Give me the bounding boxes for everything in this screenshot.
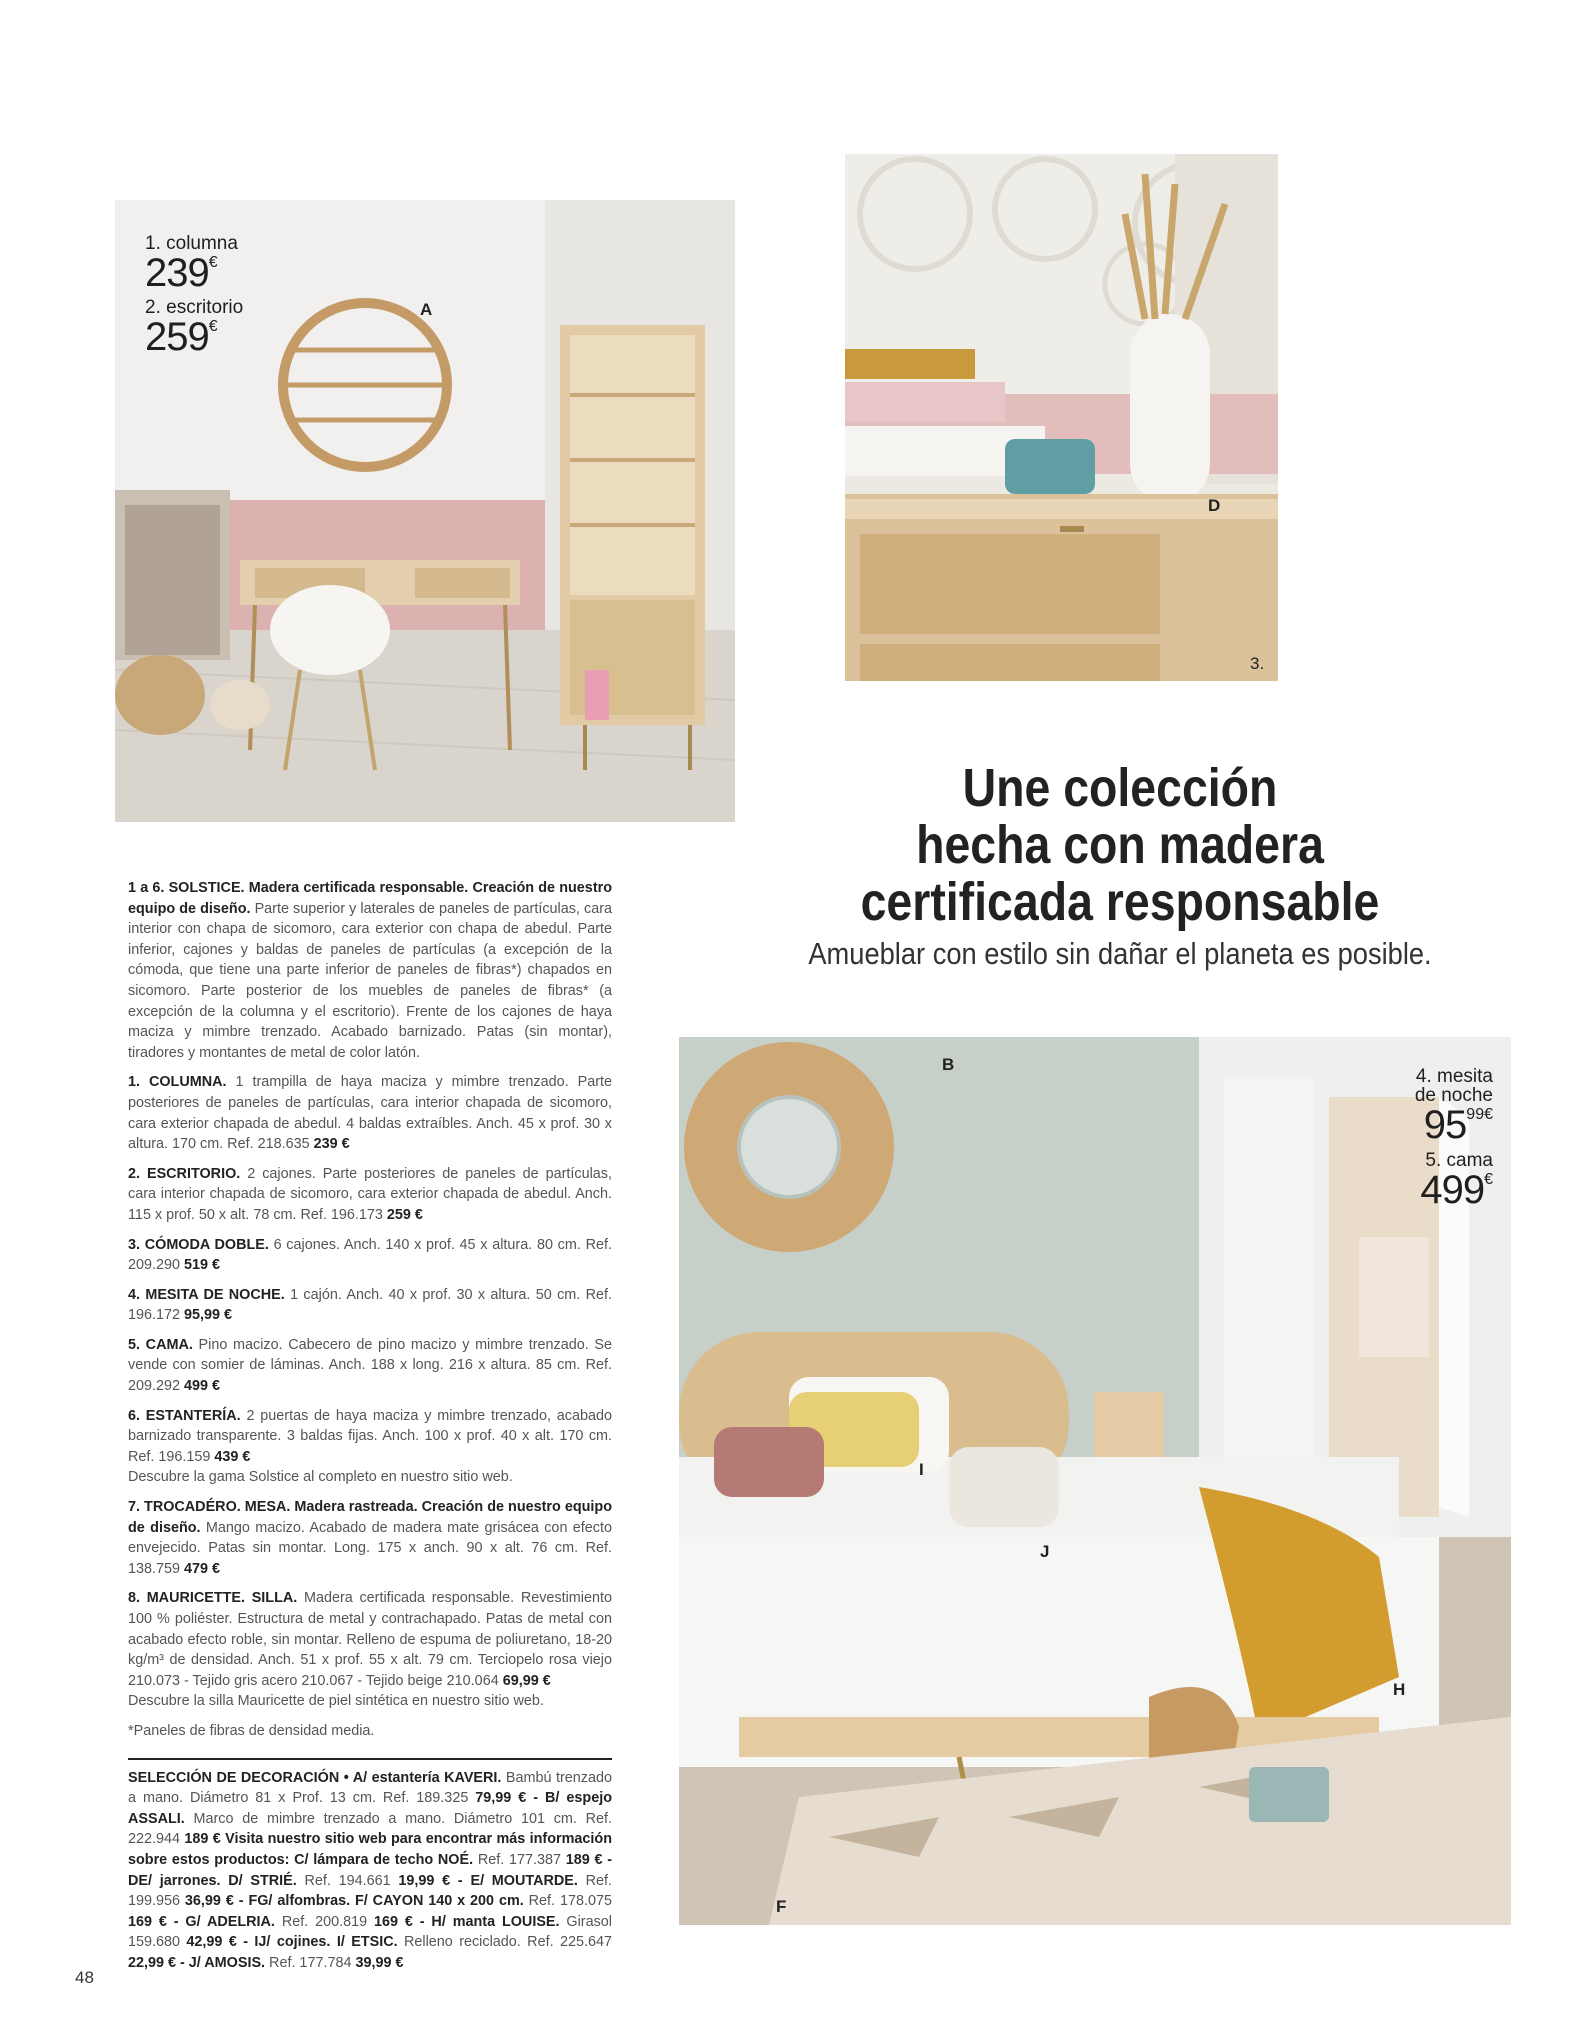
price-label: 2. escritorio — [145, 297, 244, 318]
item-4 — [128, 1285, 612, 1326]
deco-ij-text: Relleno reciclado. Ref. 225.647 — [397, 1934, 612, 1951]
item-title: 4. MESITA DE NOCHE. — [128, 1286, 285, 1303]
marker-i: I — [919, 1460, 924, 1479]
item-text: 1 trampilla de haya maciza y mimbre trenzado. Parte posteriores de paneles de partículas, cara interior chapada de sicomoro, cara exterior chapada de abedul. 4 baldas extraíbles. Anch. 45 x prof. 30 x altura. 170 cm. Ref. 218.635 — [128, 1074, 612, 1153]
item-2 — [128, 1164, 612, 1226]
photo-dresser-detail — [845, 154, 1278, 681]
marker-a: A — [420, 300, 433, 319]
deco-c-price: 189 € — [565, 1851, 603, 1868]
deco-e-text: Ref. 199.956 — [128, 1872, 613, 1910]
price-amount: 239 — [145, 251, 209, 295]
deco-ij-name: - IJ/ cojines. I/ ETSIC. — [236, 1934, 398, 1951]
price-escritorio — [145, 298, 243, 357]
deco-fg-price: 169 € — [128, 1913, 167, 1930]
price-label: 5. cama — [1425, 1150, 1493, 1171]
price-cents: 99€ — [1466, 1106, 1493, 1123]
item-title: 3. CÓMODA DOBLE. — [128, 1236, 269, 1253]
item-7 — [128, 1497, 612, 1579]
item-text: 2 puertas de haya maciza y mimbre trenzado, acabado barnizado transparente. 3 baldas fijas. Anch. 100 x prof. 40 x alt. 170 cm. Ref. 196.159 — [128, 1407, 612, 1465]
price-columna — [145, 234, 238, 293]
decoration-heading: SELECCIÓN DE DECORACIÓN • — [128, 1769, 349, 1786]
price-label-line-2: de noche — [1414, 1085, 1493, 1106]
caption-number: 3. — [1250, 654, 1265, 673]
deco-web-note: Visita nuestro sitio web para encontrar más información sobre estos productos: — [128, 1831, 612, 1868]
dresser-detail-illustration — [845, 154, 1278, 681]
item-text: Mango macizo. Acabado de madera mate grisácea con efecto envejecido. Patas sin montar. Long. 175 x anch. 90 x alt. 76 cm. Ref. 138.759 — [128, 1519, 613, 1577]
deco-b-price: 189 € — [184, 1831, 221, 1848]
marker-d: D — [1208, 496, 1221, 515]
deco-e-price: 36,99 € — [184, 1893, 234, 1910]
price-cama — [1420, 1151, 1493, 1210]
price-currency: € — [208, 254, 218, 271]
item-title: 6. ESTANTERÍA. — [128, 1407, 241, 1424]
item-title: 5. CAMA. — [128, 1336, 193, 1353]
deco-a-price: 79,99 € — [475, 1790, 527, 1807]
photo-study-corner — [115, 200, 735, 822]
deco-a-text: Bambú trenzado a mano. Diámetro 81 x Prof. 13 cm. Ref. 189.325 — [128, 1769, 612, 1807]
photo-bedroom — [679, 1037, 1511, 1925]
marker-b: B — [942, 1055, 955, 1074]
price-currency: € — [1484, 1171, 1493, 1188]
item-title: 2. ESCRITORIO. — [128, 1165, 241, 1182]
bedroom-illustration — [679, 1037, 1511, 1925]
deco-b-name: - B/ espejo ASSALI. — [128, 1790, 612, 1827]
item-price: 95,99 € — [184, 1307, 233, 1324]
item-note: Descubre la silla Mauricette de piel sintética en nuestro sitio web. — [128, 1693, 544, 1710]
price-currency: € — [208, 318, 218, 335]
deco-g-text: Ref. 200.819 — [274, 1913, 374, 1930]
deco-h-price: 42,99 € — [186, 1934, 237, 1951]
deco-e-name: - E/ MOUTARDE. — [450, 1872, 578, 1889]
item-3 — [128, 1235, 612, 1276]
deco-g-price: 169 € — [373, 1913, 413, 1930]
deco-h-text: Girasol 159.680 — [128, 1913, 612, 1951]
item-text: 2 cajones. Parte posteriores de paneles de partículas, cara interior chapada de sicomoro, cara exterior chapada de abedul. Anch. 115 x prof. 50 x alt. 78 cm. Ref. 196.173 — [128, 1165, 612, 1223]
deco-g-name: - G/ ADELRIA. — [166, 1913, 275, 1930]
deco-b-text: Marco de mimbre trenzado a mano. Diámetro 101 cm. Ref. 222.944 — [128, 1810, 612, 1848]
item-price: 69,99 € — [502, 1672, 551, 1689]
item-text: 1 cajón. Anch. 40 x prof. 30 x altura. 50 cm. Ref. 196.172 — [128, 1286, 612, 1324]
intro-text: Parte superior y laterales de paneles de partículas, cara interior con chapa de sicomoro, cara exterior con chapa de abedul. Parte inferior, cajones y baldas de paneles de partículas (a excepción de la cómoda, que tiene una parte inferior de paneles de fibras*) chapados en sicomoro. Parte posterior de los muebles de paneles de fibras* (a excepción de la columna y el escritorio). Frente de los cajones de haya maciza y mimbre trenzado. Acabado barnizado. Patas (sin montar), tiradores y montantes de metal de color latón. — [128, 900, 613, 1061]
headline-line-3: certificada responsable — [860, 872, 1380, 932]
price-label: 1. columna — [145, 233, 238, 254]
footnote: *Paneles de fibras de densidad media. — [128, 1722, 375, 1739]
item-title: 1. COLUMNA. — [128, 1074, 227, 1091]
item-price: 519 € — [184, 1257, 221, 1274]
section-divider — [128, 1758, 612, 1760]
item-5 — [128, 1335, 612, 1397]
item-6 — [128, 1406, 612, 1488]
deco-h-name: - H/ manta LOUISE. — [412, 1913, 560, 1930]
deco-j-price: 39,99 € — [355, 1954, 404, 1971]
deco-fg-text: Ref. 178.075 — [523, 1893, 612, 1910]
item-title: 7. TROCADÉRO. MESA. Madera rastreada. Creación de nuestro equipo de diseño. — [128, 1499, 612, 1536]
marker-j: J — [1040, 1542, 1050, 1561]
item-price: 239 € — [313, 1136, 350, 1153]
item-text: 6 cajones. Anch. 140 x prof. 45 x altura. 80 cm. Ref. 209.290 — [128, 1236, 612, 1274]
deco-de-text: Ref. 194.661 — [296, 1872, 399, 1889]
price-amount: 259 — [145, 315, 209, 359]
item-title: 8. MAURICETTE. SILLA. — [128, 1590, 298, 1607]
deco-j-text: Ref. 177.784 — [265, 1954, 356, 1971]
item-note: Descubre la gama Solstice al completo en nuestro sitio web. — [128, 1469, 513, 1486]
deco-ij-price: 22,99 € — [128, 1954, 177, 1971]
headline-line-2: hecha con madera — [916, 815, 1324, 875]
marker-f: F — [776, 1897, 787, 1916]
item-price: 479 € — [184, 1560, 221, 1577]
intro-paragraph — [128, 878, 612, 1063]
item-price: 499 € — [184, 1378, 221, 1395]
deco-fg-name: - FG/ alfombras. F/ CAYON 140 x 200 cm. — [233, 1893, 524, 1910]
deco-a-name: A/ estantería KAVERI. — [348, 1769, 502, 1786]
deco-de-name: - DE/ jarrones. D/ STRIÉ. — [128, 1851, 613, 1889]
price-label-line-1: 4. mesita — [1415, 1066, 1493, 1087]
item-1 — [128, 1072, 612, 1154]
headline-line-1: Une colección — [962, 758, 1278, 818]
intro-title: 1 a 6. SOLSTICE. Madera certificada responsable. Creación de nuestro equipo de diseño. — [128, 880, 612, 917]
item-price: 259 € — [386, 1206, 423, 1223]
page-number: 48 — [75, 1968, 94, 1987]
page-subtitle: Amueblar con estilo sin dañar el planeta es posible. — [808, 936, 1432, 971]
product-descriptions — [128, 878, 612, 1983]
page-headline — [810, 760, 1429, 931]
price-amount: 499 — [1420, 1168, 1485, 1212]
item-8 — [128, 1588, 612, 1712]
deco-j-name: - J/ AMOSIS. — [176, 1954, 266, 1971]
price-amount: 95 — [1423, 1103, 1467, 1147]
item-text: Pino macizo. Cabecero de pino macizo y mimbre trenzado. Se vende con somier de láminas. Anch. 188 x long. 216 x altura. 85 cm. Ref. 209.292 — [128, 1336, 613, 1395]
marker-h: H — [1393, 1680, 1406, 1699]
item-price: 439 € — [214, 1448, 251, 1465]
item-text: Madera certificada responsable. Revestimiento 100 % poliéster. Estructura de metal y contrachapado. Patas de metal con acabado efecto roble, sin montar. Relleno de espuma de poliuretano, 18-20 kg/m³ de densidad. Anch. 51 x prof. 55 x alt. 79 cm. Terciopelo rosa viejo 210.073 - Tejido gris acero 210.067 - Tejido beige 210.064 — [128, 1590, 612, 1689]
price-mesita — [1415, 1067, 1493, 1145]
decoration-paragraph — [128, 1768, 612, 1974]
deco-c-text: Ref. 177.387 — [473, 1851, 566, 1868]
deco-de-price: 19,99 € — [398, 1872, 451, 1889]
deco-c-name: C/ lámpara de techo NOÉ. — [289, 1851, 474, 1868]
